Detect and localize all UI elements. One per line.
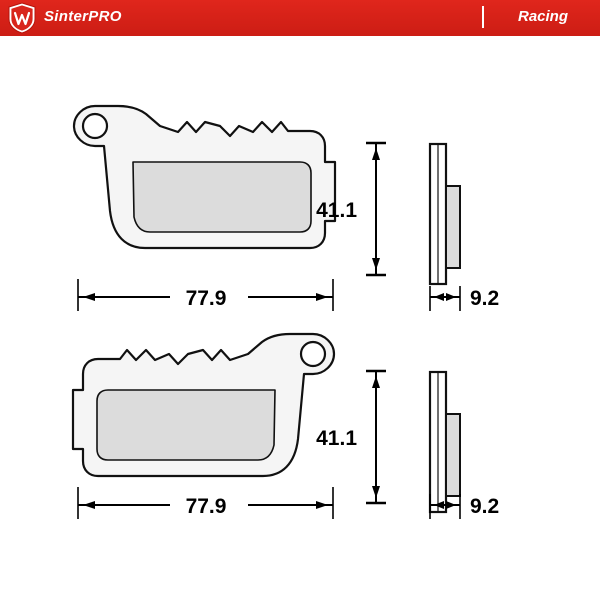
dimension-width-bottom [78, 487, 333, 519]
pad-top-front-view [74, 106, 335, 248]
sinterpro-shield-logo-icon [6, 2, 38, 34]
dimension-height-bottom [316, 371, 386, 503]
pad-bottom-side-view [430, 372, 460, 512]
pad-top-side-view [430, 144, 460, 284]
dimension-width-bottom-label: 77.9 [185, 495, 227, 518]
header-bar [0, 0, 600, 36]
brand-label: SinterPRO [44, 8, 122, 25]
dimension-height-bottom-label: 41.1 [316, 427, 357, 450]
brake-pad-dimension-drawing [0, 36, 600, 600]
dimension-thickness-top-label: 9.2 [470, 287, 500, 310]
dimension-height-top-label: 41.1 [316, 199, 357, 222]
category-label: Racing [518, 8, 569, 25]
dimension-width-top [78, 279, 333, 311]
diagram-canvas [0, 36, 600, 600]
dimension-thickness-bottom-label: 9.2 [470, 495, 500, 518]
pad-bottom-front-view [73, 334, 334, 476]
dimension-width-top-label: 77.9 [185, 287, 227, 310]
dimension-thickness-top [430, 286, 499, 311]
header-divider [482, 6, 484, 28]
